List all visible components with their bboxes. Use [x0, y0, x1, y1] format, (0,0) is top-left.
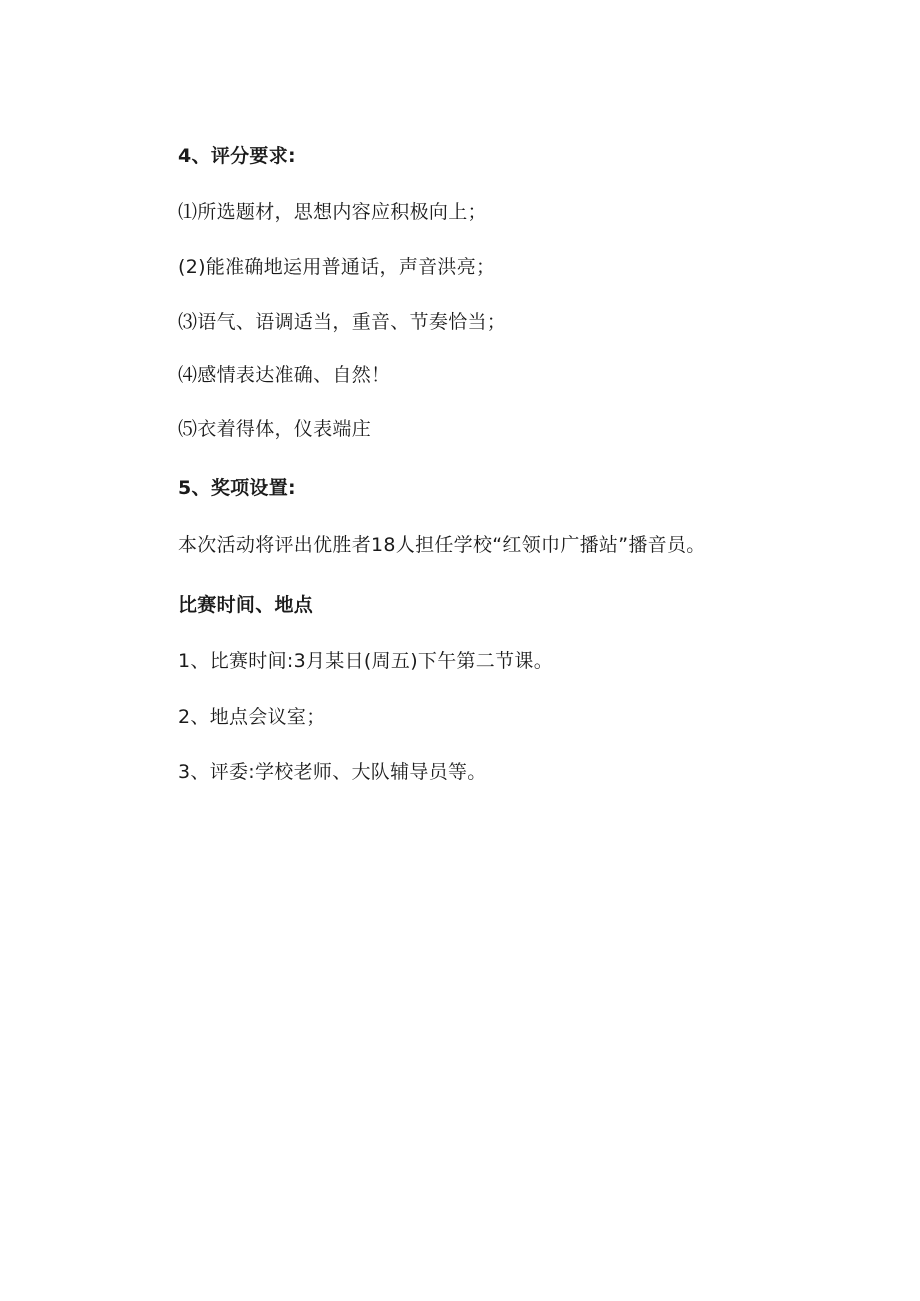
schedule-item-1: 1、比赛时间:3月某日(周五)下午第二节课。 [178, 650, 554, 672]
scoring-item-1: ⑴所选题材，思想内容应积极向上； [178, 201, 487, 223]
schedule-item-2: 2、地点会议室； [178, 706, 326, 728]
scoring-heading: 4、评分要求: [178, 145, 296, 167]
schedule-item-3: 3、评委:学校老师、大队辅导员等。 [178, 761, 487, 783]
awards-heading: 5、奖项设置: [178, 477, 296, 499]
scoring-item-3: ⑶语气、语调适当，重音、节奏恰当； [178, 311, 507, 333]
scoring-item-5: ⑸衣着得体，仪表端庄 [178, 418, 372, 440]
scoring-item-4: ⑷感情表达准确、自然！ [178, 364, 391, 386]
awards-text: 本次活动将评出优胜者18人担任学校“红领巾广播站”播音员。 [178, 534, 706, 556]
schedule-heading: 比赛时间、地点 [178, 594, 314, 616]
scoring-item-2: (2)能准确地运用普通话，声音洪亮； [178, 256, 496, 278]
